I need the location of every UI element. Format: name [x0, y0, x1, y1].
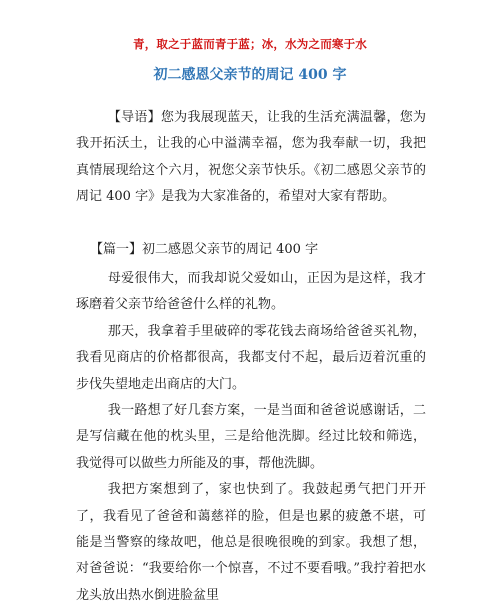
section-heading: 【篇一】初二感恩父亲节的周记 400 字: [90, 242, 319, 257]
body-paragraph: 那天，我拿着手里破碎的零花钱去商场给爸爸买礼物，我看见商店的价格都很高，我都支付不起，最后迈着沉重的步伐失望地走出商店的大门。: [76, 323, 426, 392]
body-paragraph: 我把方案想到了，家也快到了。我鼓起勇气把门开开了，我看见了爸爸和蔼慈祥的脸，但是也累的疲惫不堪，可能是当警察的缘故吧，他总是很晚很晚的到家。我想了想，对爸爸说：“我要给你一个惊喜，不过不要看哦。”我拧着把水龙头放出热水倒进脸盆里: [76, 482, 426, 603]
intro-section: [76, 105, 426, 211]
body-paragraph: 母爱很伟大，而我却说父爱如山，正因为是这样，我才琢磨着父亲节给爸爸什么样的礼物。: [76, 271, 426, 313]
intro-paragraph: 【导语】您为我展现蓝天，让我的生活充满温馨，您为我开拓沃土，让我的心中溢满幸福，您为我奉献一切，我把真情展现给这个六月，祝您父亲节快乐。《初二感恩父亲节的周记 400 字》是我为大家准备的，希望对大家有帮助。: [76, 110, 426, 205]
page-title: 初二感恩父亲节的周记 400 字: [153, 67, 347, 83]
body-paragraph: 我一路想了好几套方案，一是当面和爸爸说感谢话，二是写信藏在他的枕头里，三是给他洗脚。经过比较和筛选，我觉得可以做些力所能及的事，帮他洗脚。: [76, 403, 426, 471]
essay-body: [76, 266, 426, 609]
header-motto: 青，取之于蓝而青于蓝；冰，水为之而寒于水: [133, 37, 367, 51]
